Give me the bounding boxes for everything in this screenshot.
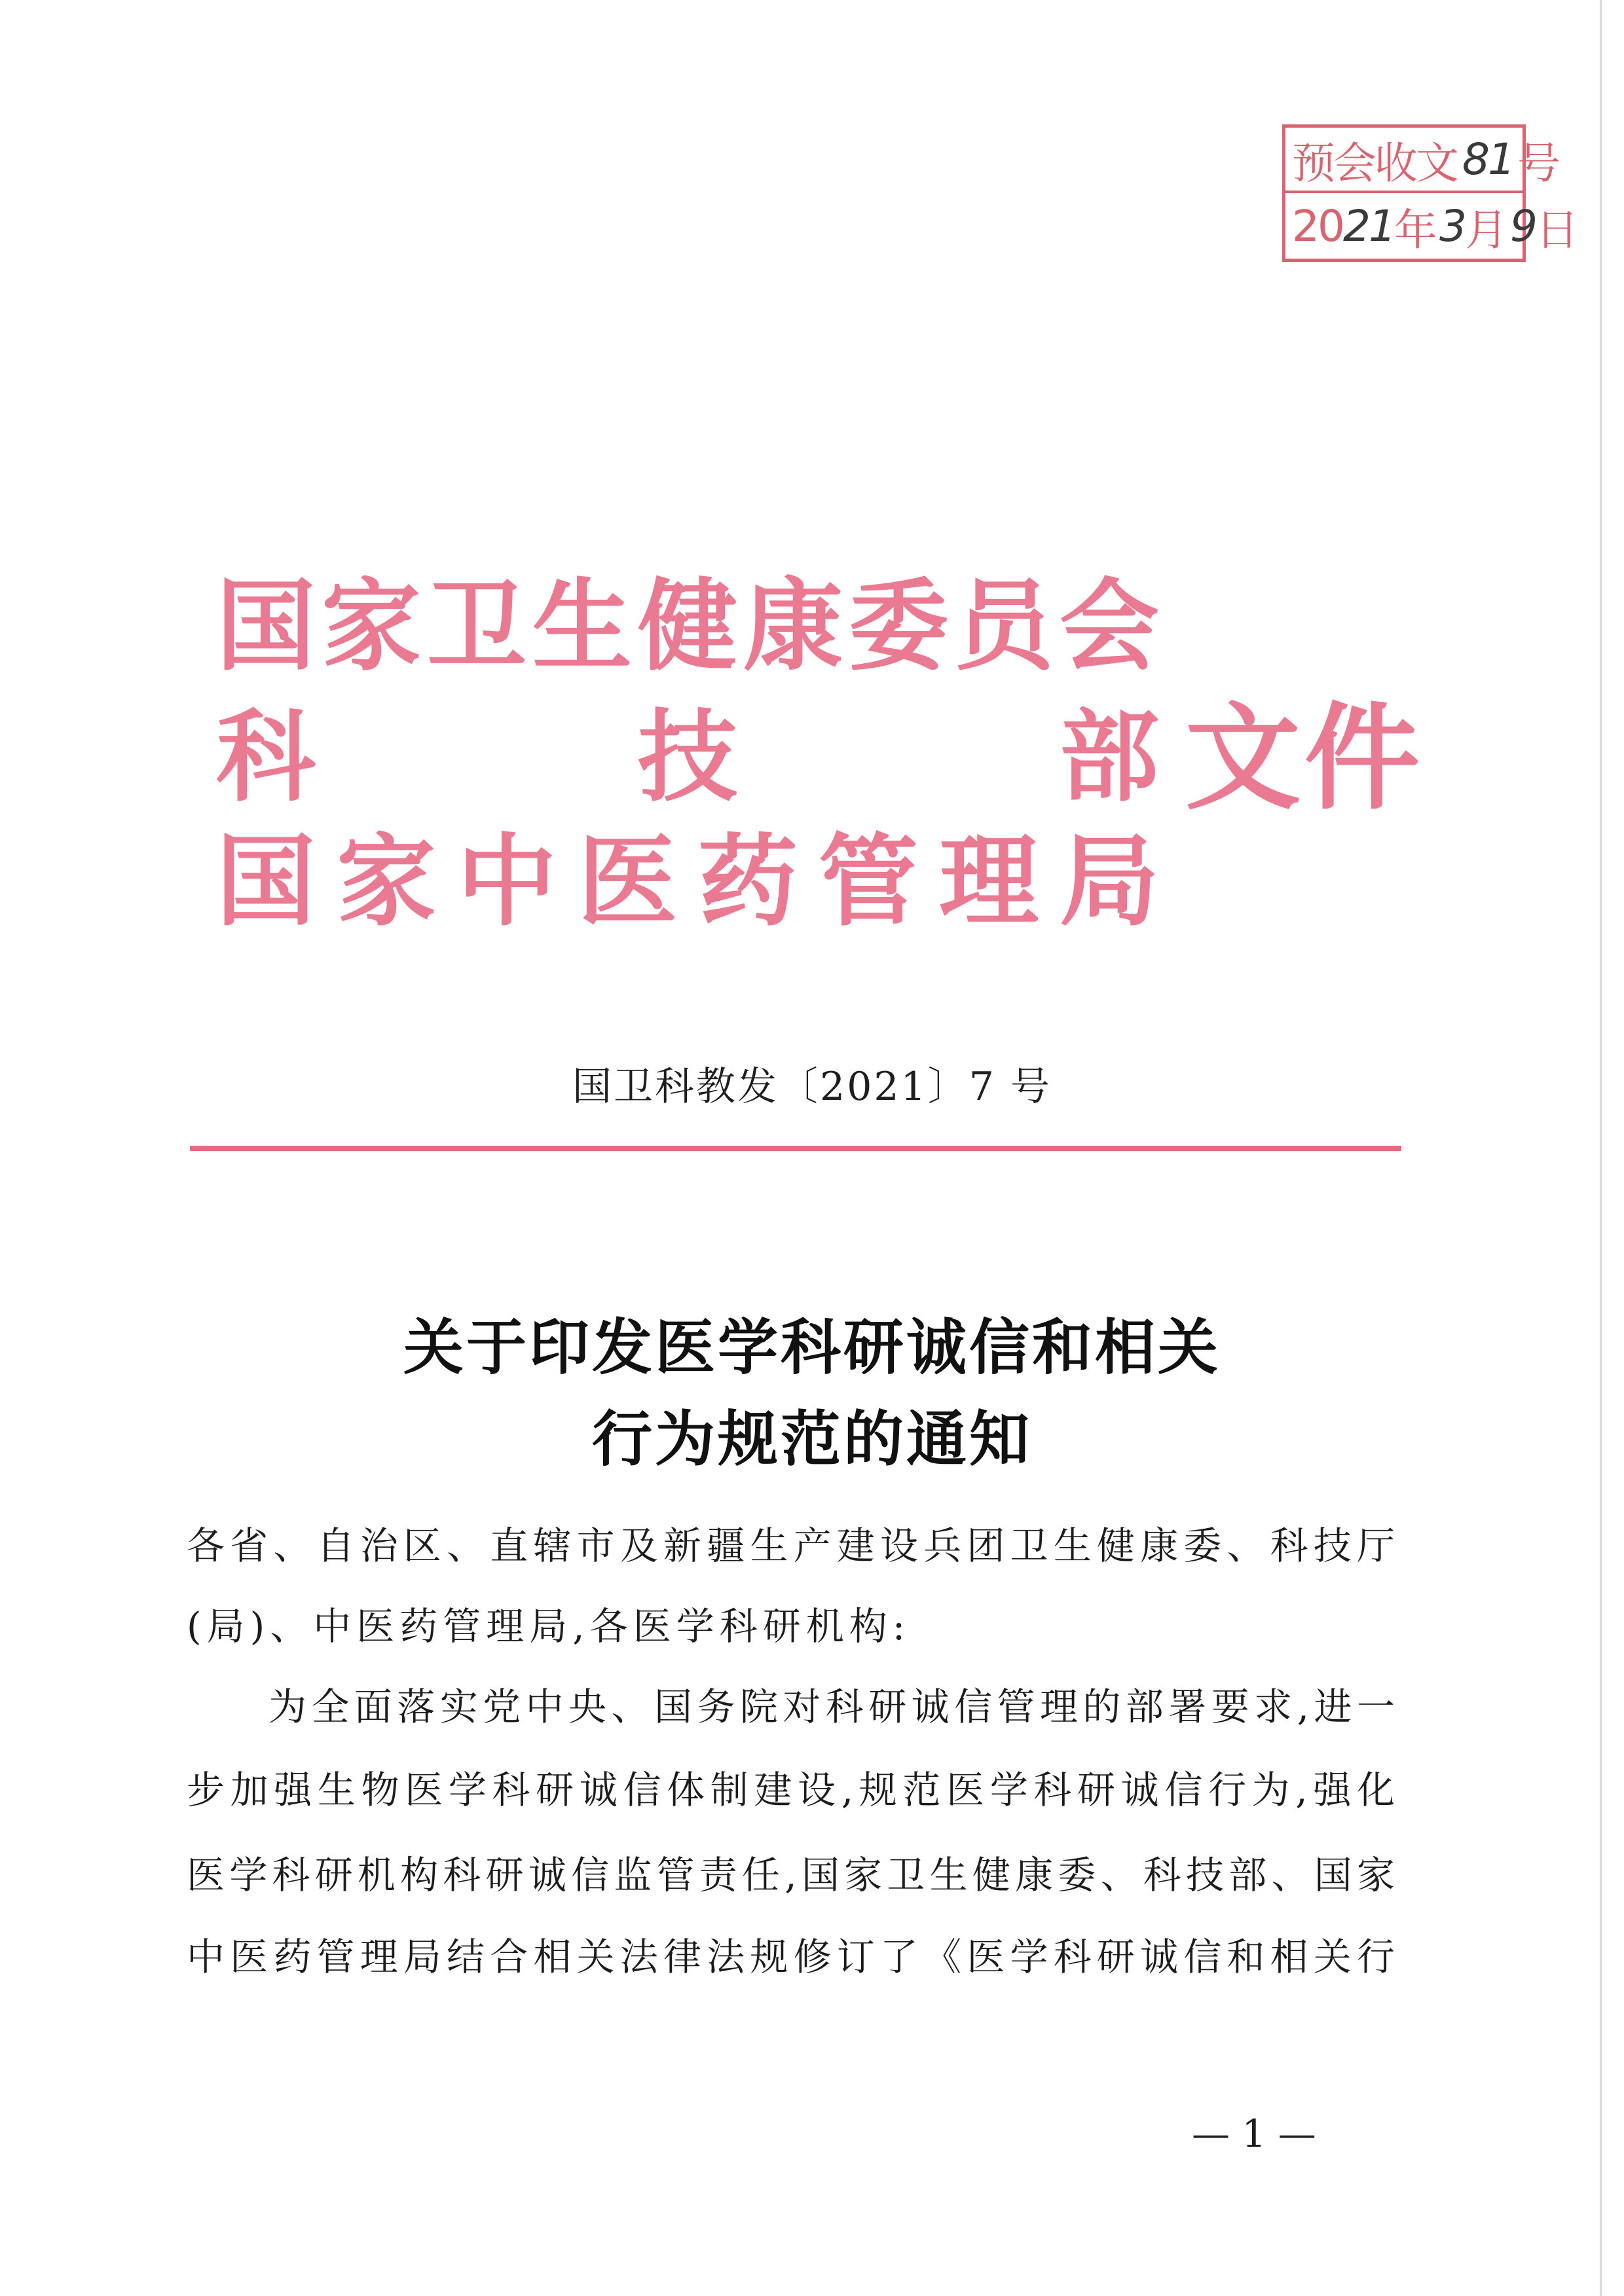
issuer-character: 科 xyxy=(216,698,316,815)
issuer-character: 部 xyxy=(1060,698,1159,815)
stamp-handwritten-number: 81 xyxy=(1462,134,1513,185)
body-line: 步加强生物医学科研诚信体制建设,规范医学科研诚信行为,强化 xyxy=(187,1768,1395,1812)
stamp-label: 预会收文 xyxy=(1292,137,1457,189)
issuer-character: 中 xyxy=(457,822,557,939)
title-line-1: 关于印发医学科研诚信和相关 xyxy=(403,1312,1221,1383)
issuer-character: 家 xyxy=(322,567,421,684)
issuer-character: 理 xyxy=(939,822,1039,939)
issuer-character: 技 xyxy=(638,698,737,815)
issuer-character: 医 xyxy=(578,822,677,939)
issuer-character: 康 xyxy=(743,567,843,684)
stamp-month-suffix: 月 xyxy=(1464,204,1506,255)
issuer-character: 生 xyxy=(532,567,632,684)
letterhead-suffix: 文件 xyxy=(1185,690,1424,826)
issuer-character: 会 xyxy=(1060,567,1159,684)
stamp-date-row xyxy=(1285,193,1577,259)
body-line: 医学科研机构科研诚信监管责任,国家卫生健康委、科技部、国家 xyxy=(187,1853,1395,1897)
stamp-year-printed: 20 xyxy=(1292,200,1343,251)
document-number: 国卫科教发〔2021〕7 号 xyxy=(572,1064,1052,1110)
page-number: — 1 — xyxy=(1192,2111,1316,2156)
red-separator-rule xyxy=(190,1146,1401,1151)
body-line: (局)、中医药管理局,各医学科研机构: xyxy=(187,1604,911,1649)
issuer-character: 健 xyxy=(638,567,737,684)
stamp-year-handwritten: 21 xyxy=(1342,200,1394,251)
issuer-character: 药 xyxy=(698,822,798,939)
stamp-number-row xyxy=(1285,128,1559,193)
stamp-month-handwritten: 3 xyxy=(1439,200,1465,251)
issuer-character: 局 xyxy=(1060,822,1159,939)
issuer-character: 卫 xyxy=(427,567,526,684)
issuer-character: 家 xyxy=(337,822,436,939)
issuer-character: 委 xyxy=(849,567,948,684)
issuer-character: 国 xyxy=(216,822,316,939)
receipt-stamp xyxy=(1282,124,1577,262)
title-line-2: 行为规范的通知 xyxy=(591,1404,1032,1474)
body-line: 各省、自治区、直辖市及新疆生产建设兵团卫生健康委、科技厅 xyxy=(187,1523,1395,1568)
issuer-character: 国 xyxy=(216,567,316,684)
stamp-number-suffix: 号 xyxy=(1517,137,1559,189)
issuer-character: 管 xyxy=(819,822,918,939)
stamp-day-suffix: 日 xyxy=(1535,204,1577,255)
scan-edge-line xyxy=(1600,0,1602,2296)
stamp-year-suffix: 年 xyxy=(1393,204,1435,255)
body-line: 为全面落实党中央、国务院对科研诚信管理的部署要求,进一 xyxy=(268,1685,1395,1729)
issuer-character: 员 xyxy=(954,567,1054,684)
body-line: 中医药管理局结合相关法律法规修订了《医学科研诚信和相关行 xyxy=(187,1935,1395,1979)
stamp-day-handwritten: 9 xyxy=(1509,200,1536,251)
